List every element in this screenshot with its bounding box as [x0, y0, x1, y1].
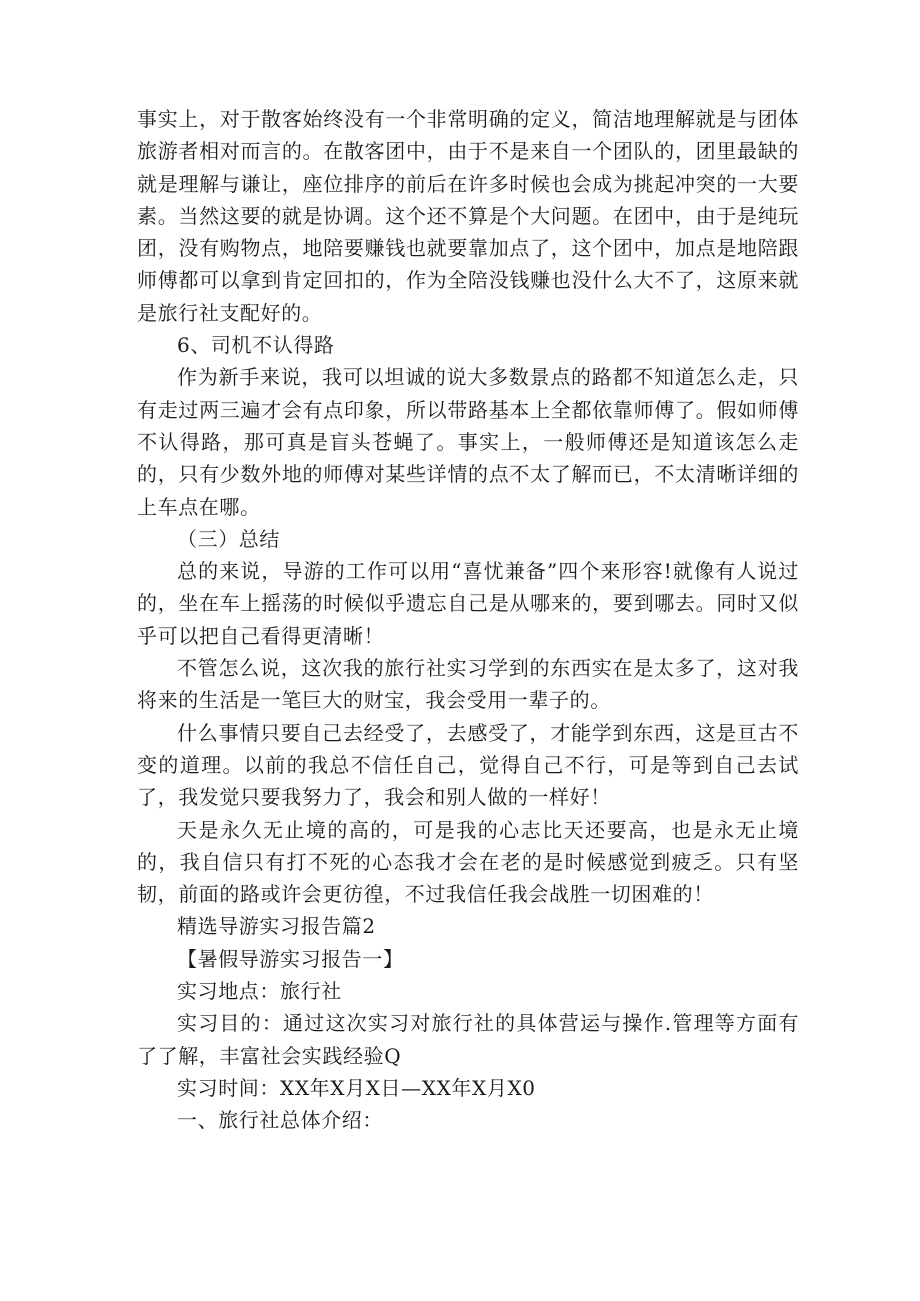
report-title-part-2: 精选导游实习报告篇2 [177, 914, 376, 939]
paragraph-summary-4: 天是永久无止境的高的，可是我的心志比天还要高，也是永无止境的，我自信只有打不死的心态我才会在老的是时候感觉到疲乏。只有坚韧，前面的路或许会更彷徨，不过我信任我会战胜一切困难的！ [137, 817, 799, 907]
section-heading-driver: 6、司机不认得路 [177, 333, 335, 358]
paragraph-scattered-tourists: 事实上，对于散客始终没有一个非常明确的定义，简洁地理解就是与团体旅游者相对而言的。在散客团中，由于不是来自一个团队的，团里最缺的就是理解与谦让，座位排序的前后在许多时候也会成为挑起冲突的一大要素。当然这要的就是协调。这个还不算是个大问题。在团中，由于是纯玩团，没有购物点，地陪要赚钱也就要靠加点了，这个团中，加点是地陪跟师傅都可以拿到肯定回扣的，作为全陪没钱赚也没什么大不了，这原来就是旅行社支配好的。 [137, 107, 799, 325]
paragraph-summary-2: 不管怎么说，这次我的旅行社实习学到的东西实在是太多了，这对我将来的生活是一笔巨大的财宝，我会受用一辈子的。 [137, 656, 799, 713]
section-heading-agency-intro: 一、旅行社总体介绍： [177, 1108, 383, 1133]
paragraph-summary-3: 什么事情只要自己去经受了，去感受了，才能学到东西，这是亘古不变的道理。以前的我总不信任自己，觉得自己不行，可是等到自己去试了，我发觉只要我努力了，我会和别人做的一样好！ [137, 720, 799, 810]
document-page [137, 103, 799, 1137]
report-subtitle: 【暑假导游实习报告一】 [177, 946, 404, 971]
paragraph-summary-1: 总的来说，导游的工作可以用“喜忧兼备”四个来形容!就像有人说过的，坐在车上摇荡的时候似乎遗忘自己是从哪来的，要到哪去。同时又似乎可以把自己看得更清晰！ [137, 559, 799, 648]
internship-location: 实习地点：旅行社 [177, 979, 342, 1004]
internship-time: 实习时间：XX年X月X日—XX年X月X0 [177, 1075, 536, 1100]
section-heading-summary: （三）总结 [177, 526, 280, 551]
paragraph-driver: 作为新手来说，我可以坦诚的说大多数景点的路都不知道怎么走，只有走过两三遍才会有点印象，所以带路基本上全都依靠师傅了。假如师傅不认得路，那可真是盲头苍蝇了。事实上，一般师傅还是知道该怎么走的，只有少数外地的师傅对某些详情的点不太了解而已，不太清晰详细的上车点在哪。 [137, 365, 799, 519]
internship-purpose: 实习目的：通过这次实习对旅行社的具体营运与操作.管理等方面有了了解，丰富社会实践经验Q [137, 1011, 799, 1068]
